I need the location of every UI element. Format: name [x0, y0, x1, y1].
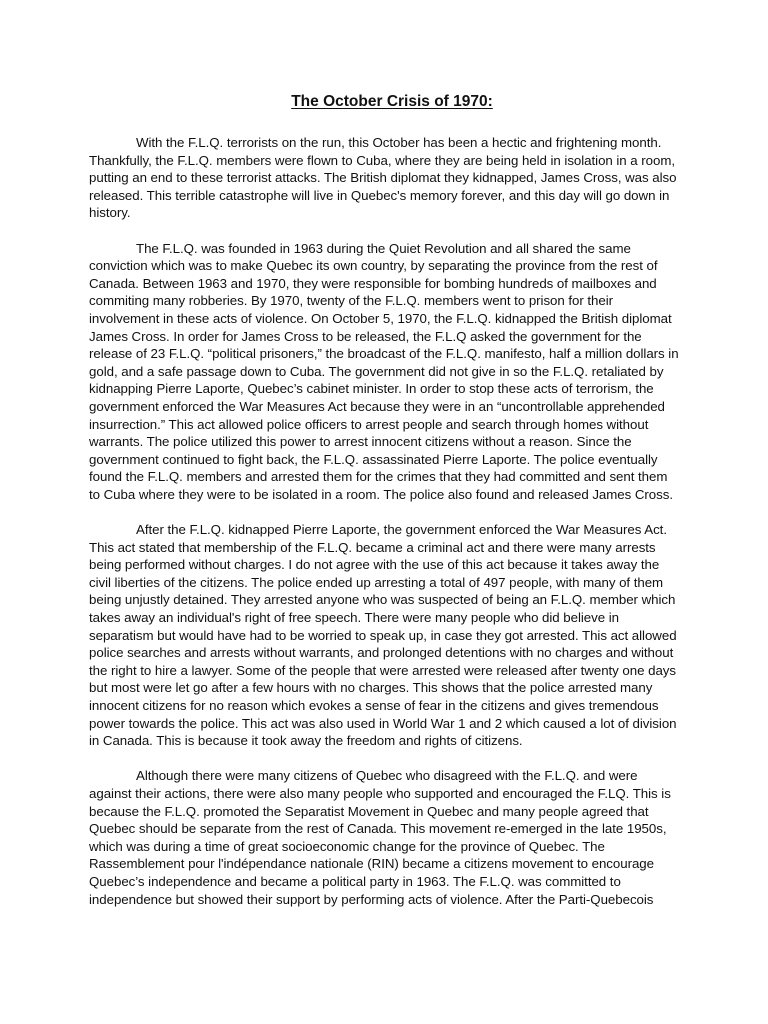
- paragraph-1: With the F.L.Q. terrorists on the run, this October has been a hectic and frightening month. Thankfully, the F.L.Q. members were flown to Cuba, where they are being held in isolation in a room, putting an end to these terrorist attacks. The British diplomat they kidnapped, James Cross, was also released. This terrible catastrophe will live in Quebec's memory forever, and this day will go down in history.: [89, 135, 677, 221]
- paragraph-3: After the F.L.Q. kidnapped Pierre Laporte, the government enforced the War Measures Act. This act stated that membership of the F.L.Q. became a criminal act and there were many arrests being performed without charges. I do not agree with the use of this act because it takes away the civil liberties of the citizens. The police ended up arresting a total of 497 people, with many of them being unjustly detained. They arrested anyone who was suspected of being an F.L.Q. member which takes away an individual's right of free speech. There were many people who did believe in separatism but would have had to be worried to speak up, in case they got arrested. This act allowed police searches and arrests without warrants, and prolonged detentions with no charges and without the right to hire a lawyer. Some of the people that were arrested were released after twenty one days but most were let go after a few hours with no charges. This shows that the police arrested many innocent citizens for no reason which evokes a sense of fear in the citizens and gives tremendous power towards the police. This act was also used in World War 1 and 2 which caused a lot of division in Canada. This is because it took away the freedom and rights of citizens.: [89, 522, 677, 749]
- paragraph-2: The F.L.Q. was founded in 1963 during the Quiet Revolution and all shared the same conviction which was to make Quebec its own country, by separating the province from the rest of Canada. Between 1963 and 1970, they were responsible for bombing hundreds of mailboxes and commiting many robberies. By 1970, twenty of the F.L.Q. members went to prison for their involvement in these acts of violence. On October 5, 1970, the F.L.Q. kidnapped the British diplomat James Cross. In order for James Cross to be released, the F.L.Q asked the government for the release of 23 F.L.Q. “political prisoners,” the broadcast of the F.L.Q. manifesto, half a million dollars in gold, and a safe passage down to Cuba. The government did not give in so the F.L.Q. retaliated by kidnapping Pierre Laporte, Quebec’s cabinet minister. In order to stop these acts of terrorism, the government enforced the War Measures Act because they were in an “uncontrollable apprehended insurrection.” This act allowed police officers to arrest people and search through homes without warrants. The police utilized this power to arrest innocent citizens without a reason. Since the government continued to fight back, the F.L.Q. assassinated Pierre Laporte. The police eventually found the F.L.Q. members and arrested them for the crimes that they had committed and sent them to Cuba where they were to be isolated in a room. The police also found and released James Cross.: [89, 240, 679, 502]
- paragraph-4: Although there were many citizens of Quebec who disagreed with the F.L.Q. and were against their actions, there were also many people who supported and encouraged the F.LQ. This is because the F.L.Q. promoted the Separatist Movement in Quebec and many people agreed that Quebec should be separate from the rest of Canada. This movement re-emerged in the late 1950s, which was during a time of great socioeconomic change for the province of Quebec. The Rassemblement pour l'indépendance nationale (RIN) became a citizens movement to encourage Quebec’s independence and became a political party in 1963. The F.L.Q. was committed to independence but showed their support by performing acts of violence. After the Parti-Quebecois: [89, 768, 671, 907]
- document-body: [89, 134, 679, 926]
- document-title: The October Crisis of 1970:: [291, 93, 493, 110]
